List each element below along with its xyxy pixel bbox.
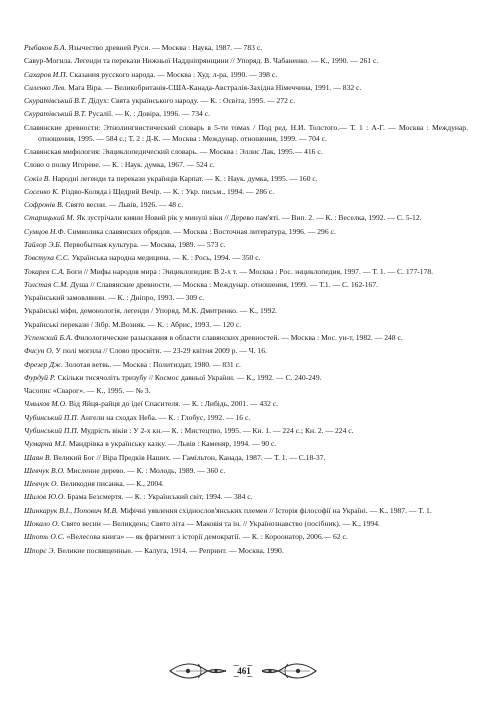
entry-author: Шевчук О. (24, 479, 59, 489)
entry-text: Як зустрічали кияни Новий рік у минулі віки // Дерево пам'яті. — Вип. 2. — К. : Веселка, 1992. — С. 5-12. (74, 213, 422, 223)
bibliography-entry (24, 452, 468, 463)
entry-text: Український замовлянни. — К. : Дніпро, 1993. — 309 с. (24, 293, 205, 303)
entry-text: Скільки тисячоліть тризубу // Космос давньої України. — К., 1992. — С. 240-249. (55, 372, 322, 382)
bibliography-entry (24, 491, 468, 502)
bibliography-entry (24, 42, 468, 53)
entry-text: Язычество древней Руси. — Москва : Наука, 1987. — 783 с. (66, 43, 263, 52)
entry-author: Шилов Ю.О. (24, 492, 66, 502)
entry-text: «Велесова книга» — як фрагмент з історії демократії. — К. : Короонатор, 2006.— 62 с. (64, 532, 348, 542)
entry-author: Сосенко К. (24, 186, 60, 196)
bibliography-entry (24, 173, 468, 184)
entry-author: Чубинський П.П. (24, 412, 79, 422)
entry-text: Народні легенди та перекази українців Карпат. — К. : Наук. думка, 1995. — 160 с. (50, 173, 318, 183)
entry-author: Фисун О. (24, 346, 54, 356)
entry-author: Тайлор Э.Б. (24, 240, 62, 250)
bibliography-entry (24, 252, 468, 263)
entry-text: Савур-Могила. Легенди та перекази Нижньої Наддніпрянщини // Упоряд. В. Чабаненко. — К., 1990. — 261 с. (24, 56, 379, 66)
entry-author: Сумцов Н.Ф. (24, 226, 66, 236)
entry-text: Мудрість віків : У 2-х кн.— К. : Мистецтво, 1995. — Кн. 1. — 224 с.; Кн. 2. — 224 с. (78, 425, 354, 435)
entry-author: Чумарна М.І. (24, 439, 67, 449)
entry-author: Фурдуй Р. (24, 372, 56, 382)
entry-author: Сокіл В. (24, 173, 51, 183)
bibliography-entry (24, 531, 468, 542)
bibliography-entry (24, 279, 468, 290)
bibliography-entry (24, 505, 468, 516)
bibliography-entry (24, 226, 468, 237)
page-number: 461 (226, 666, 262, 676)
entry-text: Часопис «Сварог». — К., 1995. — № 3. (24, 386, 151, 396)
bibliography-entry (24, 345, 468, 356)
entry-author: Шевчук В.О. (24, 465, 65, 475)
entry-author: Шпорє Э. (24, 545, 56, 555)
bibliography-entry (24, 292, 468, 303)
bibliography-entry (24, 319, 468, 330)
bibliography-entry (24, 82, 468, 93)
bibliography-entry (24, 385, 468, 396)
entry-text: Мисленне дерево. — К. : Молодь, 1989. — 360 с. (64, 465, 226, 475)
bibliography-entry (24, 212, 468, 223)
entry-text: Від Яйця-райця до ідеї Спасителя. — К. : Либідь, 2001. — 432 с. (67, 399, 279, 409)
entry-text: Символика славянских обрядов. — Москва : Восточная литература, 1996. — 296 с. (65, 226, 336, 236)
entry-author: Старицький М. (24, 213, 75, 223)
entry-author: Скуратівський В.Т. (24, 109, 87, 119)
bibliography-entry (24, 305, 468, 316)
entry-text: Великие посвященные. — Калуга, 1914. — Репринт. — Москва, 1990. (55, 545, 284, 555)
entry-text: Боги // Мифы народов мира : Энциклопедия: В 2-х т. — Москва : Рос. энциклопедия, 1997. — Т. 1. — С. 177-178. (64, 266, 434, 276)
entry-author: Толстая С.М. (24, 279, 69, 289)
bibliography-entry (24, 122, 468, 144)
bibliography-entry (24, 55, 468, 66)
bibliography-entry (24, 332, 468, 343)
entry-author: Успенский Б.А. (24, 333, 73, 342)
entry-author: Товстуха Є.С. (24, 253, 70, 263)
entry-author: Токарев С.А. (24, 266, 65, 276)
bibliography-entry (24, 398, 468, 409)
bibliography-entry (24, 465, 468, 476)
entry-text: Ангели на сходах Неба. — К. : Глобус, 1992. — 16 с. (78, 412, 251, 422)
entry-author: Шпоть О.С. (24, 532, 65, 542)
entry-text: Свято весни — Великдень; Свято літа — Маковія та ін. // Українознавство (посібник). — К., 1994. (59, 518, 380, 528)
entry-text: Українська народна медицина. — К. : Рось, 1994. — 350 с. (69, 253, 261, 263)
entry-text: Первобытная культура. — Москва, 1989. — 573 с. (61, 240, 226, 250)
bibliography-entry (24, 266, 468, 277)
bibliography-entry (24, 95, 468, 106)
entry-author: Шаян В. (24, 452, 52, 462)
bibliography-entry (24, 425, 468, 436)
entry-author: Софронів В. (24, 200, 64, 210)
bibliography-list (24, 42, 468, 558)
bibliography-entry (24, 239, 468, 250)
bibliography-entry (24, 186, 468, 197)
entry-text: Мандрівка в українську казку. — Львів : Каменяр, 1994. — 90 с. (66, 439, 277, 449)
bibliography-entry (24, 199, 468, 210)
entry-text: Великодня писанка. — К., 2004. (58, 479, 164, 489)
entry-text: Свято весни. — Львів, 1926. — 48 с. (63, 200, 184, 210)
entry-text: Сказания русского народа. — Москва : Худ. л-ра, 1990. — 398 с. (67, 69, 278, 79)
entry-author: Шокало О. (24, 518, 60, 528)
entry-text: Славянские древности: Этнолингвистический словарь в 5-ти томах / Под ред. Н.И. Толстого.— Т. 1 : А-Г. — Москва : Междунар. отношения, 1995. — 584 с.; Т. 2 : Д-К. — Москва : Междунар. отношения, 1999. — 704 с. (24, 122, 468, 143)
entry-author: Шинкарук В.І., Попович М.В. (24, 505, 119, 515)
entry-text: Филологические разыскания в области славянских древностей. — Москва : Мос. ун-т, 1982. — 248 с. (72, 333, 403, 342)
entry-text: У полі могила // Слово просвіти. — 23-29 квітня 2009 р. — Ч. 16. (53, 346, 267, 356)
bibliography-entry (24, 359, 468, 370)
entry-author: Сахаров И.П. (24, 69, 68, 79)
entry-text: Різдво-Коляда і Щедрий Вечір. — К. : Укр. письм., 1994. — 286 с. (59, 186, 275, 196)
entry-text: Славянская мифология: Энциклопедический словарь. — Москва : Эллис Лак, 1995.— 416 с. (24, 147, 323, 157)
bibliography-entry (24, 412, 468, 423)
entry-text: Українські міфи, демонологія, легенди / Упоряд. М.К. Дмитренко. — К., 1992. (24, 306, 278, 316)
bibliography-entry (24, 438, 468, 449)
entry-text: Українські перекази / Зібр. М.Возняк. — К. : Абрис, 1993. — 120 с. (24, 319, 242, 329)
entry-author: Фрезер Дж. (24, 359, 63, 369)
bibliography-entry (24, 478, 468, 489)
entry-author: Силенко Лев. (24, 82, 67, 92)
entry-text: Мага Віра. — Великобританія-США-Канада-Австралія-Західна Німеччина, 1991. — 832 с. (66, 82, 362, 92)
bibliography-entry (24, 518, 468, 529)
entry-text: Слово о полку Игореве. — К. : Наук. думка, 1967. — 524 с. (24, 160, 215, 170)
entry-author: Чмыхов М.О. (24, 399, 68, 409)
entry-text: Брама Безсмертя. — К. : Український світ, 1994. — 384 с. (65, 492, 253, 502)
bibliography-entry (24, 372, 468, 383)
entry-text: Золотая ветвь. — Москва : Политиздат, 1980. — 831 с. (63, 359, 241, 369)
bibliography-entry (24, 146, 468, 157)
entry-text: Міфічні уявлення східнослов'янських племен // Історія філософії на Україні. — К., 1987. — Т. 1. (118, 505, 432, 515)
bibliography-entry (24, 69, 468, 80)
page-footer (0, 654, 487, 688)
entry-text: Дідух: Свята українського народу. — К. : Освіта, 1995. — 272 с. (86, 96, 296, 106)
bibliography-entry (24, 159, 468, 170)
bibliography-entry (24, 108, 468, 119)
entry-author: Скуратівський В.Т. (24, 96, 87, 106)
entry-text: Великий Бог // Віра Предків Наших. — Гамільтон, Канада, 1987. — Т. 1. — С.18-37. (51, 452, 326, 462)
bibliography-entry (24, 545, 468, 556)
entry-text: Душа // Славянские древности. — Москва : Междунар. отношения, 1999. — Т.1. — С. 162-167. (68, 279, 379, 289)
entry-text: Русалії. — К. : Довіра, 1996. — 734 с. (86, 109, 210, 119)
entry-author: Чубинський П.П. (24, 425, 79, 435)
entry-author: Рыбаков Б.А. (24, 43, 67, 52)
